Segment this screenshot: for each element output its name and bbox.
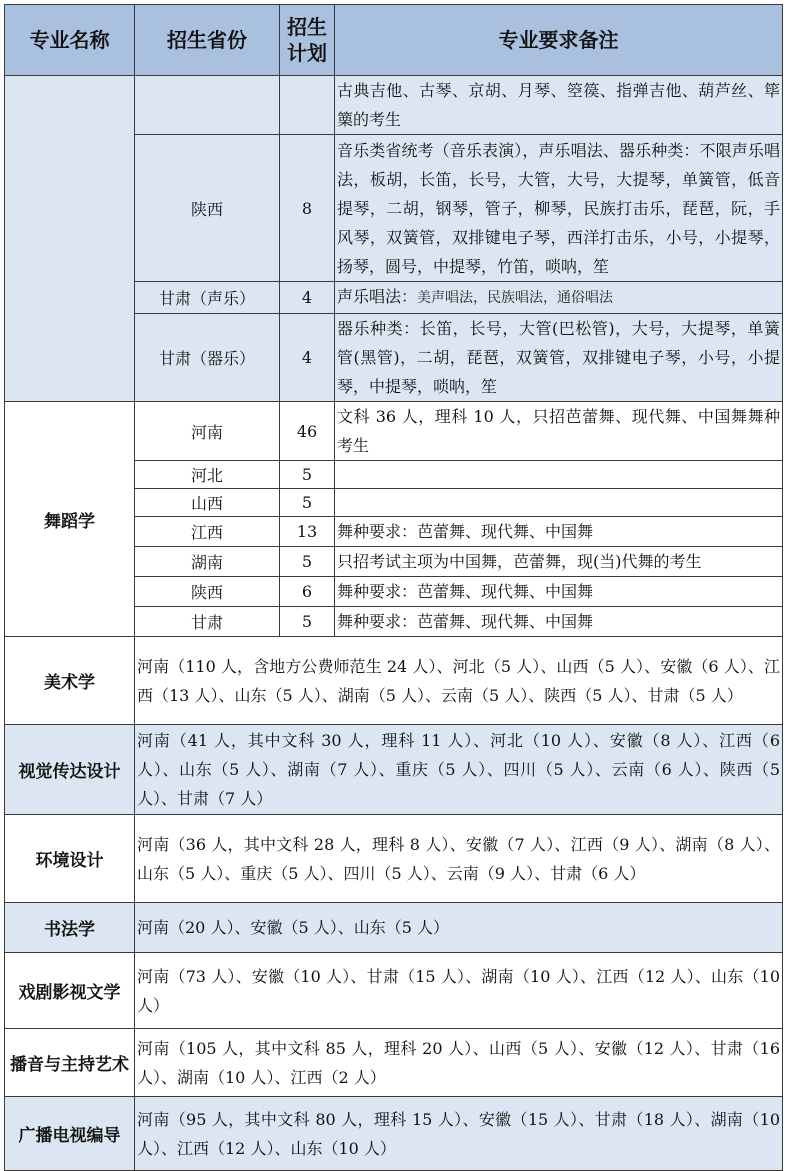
header-plan-line2: 计划 <box>287 41 327 65</box>
major-name-cell: 环境设计 <box>5 815 135 903</box>
note-cell: 古典吉他、古琴、京胡、月琴、箜篌、指弹吉他、葫芦丝、筚篥的考生 <box>335 76 783 135</box>
note-prefix: 声乐唱法： <box>337 287 418 306</box>
note-cell: 舞种要求：芭蕾舞、现代舞、中国舞 <box>335 517 783 547</box>
province-cell: 江西 <box>135 517 280 547</box>
plan-cell: 5 <box>280 607 335 637</box>
note-cell: 音乐类省统考（音乐表演），声乐唱法、器乐种类：不限声乐唱法，板胡，长笛，长号，大管，大号，大提琴，单簧管，低音提琴，二胡，钢琴，管子，柳琴，民族打击乐，琵琶，阮，手风琴，双簧管，双排键电子琴，西洋打击乐，小号，小提琴，扬琴，圆号，中提琴，竹笛，唢呐，笙 <box>335 135 783 282</box>
province-cell: 湖南 <box>135 547 280 577</box>
table-row <box>5 953 783 1029</box>
plan-cell: 8 <box>280 135 335 282</box>
province-cell: 甘肃（声乐） <box>135 282 280 314</box>
province-cell <box>135 76 280 135</box>
major-name-cell: 视觉传达设计 <box>5 725 135 815</box>
note-cell <box>335 489 783 517</box>
plan-cell: 5 <box>280 461 335 489</box>
table-row <box>5 637 783 725</box>
table-row <box>5 903 783 953</box>
note-cell <box>335 461 783 489</box>
table-row <box>5 815 783 903</box>
plan-detail-cell: 河南（41 人，其中文科 30 人，理科 11 人）、河北（10 人）、安徽（8 人）、江西（6 人）、山东（5 人）、湖南（7 人）、重庆（5 人）、四川（5 人）、云南（6 人）、陕西（5 人）、甘肃（7 人） <box>135 725 783 815</box>
table-row <box>5 402 783 461</box>
header-plan-line1: 招生 <box>287 15 327 39</box>
note-detail: 美声唱法，民族唱法，通俗唱法 <box>417 290 614 306</box>
plan-cell: 6 <box>280 577 335 607</box>
province-cell: 河南 <box>135 402 280 461</box>
note-cell: 文科 36 人，理科 10 人，只招芭蕾舞、现代舞、中国舞舞种考生 <box>335 402 783 461</box>
plan-detail-cell: 河南（95 人，其中文科 80 人，理科 15 人）、安徽（15 人）、甘肃（18 人）、湖南（10 人）、江西（12 人）、山东（10 人） <box>135 1097 783 1171</box>
header-row <box>5 5 783 76</box>
province-cell: 陕西 <box>135 135 280 282</box>
plan-cell: 5 <box>280 489 335 517</box>
province-cell: 甘肃（器乐） <box>135 314 280 402</box>
major-name-cell: 舞蹈学 <box>5 402 135 637</box>
enrollment-table <box>4 4 783 1171</box>
table-row <box>5 1097 783 1171</box>
table-row <box>5 725 783 815</box>
note-cell: 舞种要求：芭蕾舞、现代舞、中国舞 <box>335 607 783 637</box>
music-major-cell <box>5 76 135 402</box>
province-cell: 甘肃 <box>135 607 280 637</box>
note-cell: 只招考试主项为中国舞，芭蕾舞，现(当)代舞的考生 <box>335 547 783 577</box>
header-province: 招生省份 <box>135 5 280 76</box>
plan-cell: 13 <box>280 517 335 547</box>
plan-cell: 5 <box>280 547 335 577</box>
table-row <box>5 76 783 135</box>
table-row <box>5 1029 783 1097</box>
plan-detail-cell: 河南（36 人，其中文科 28 人，理科 8 人）、安徽（7 人）、江西（9 人）、湖南（8 人）、山东（5 人）、重庆（5 人）、四川（5 人）、云南（9 人）、甘肃（6 人） <box>135 815 783 903</box>
major-name-cell: 播音与主持艺术 <box>5 1029 135 1097</box>
plan-detail-cell: 河南（105 人，其中文科 85 人，理科 20 人）、山西（5 人）、安徽（12 人）、甘肃（16 人）、湖南（10 人）、江西（2 人） <box>135 1029 783 1097</box>
header-major: 专业名称 <box>5 5 135 76</box>
note-cell: 器乐种类：长笛，长号，大管(巴松管)，大号，大提琴，单簧管(黑管)，二胡，琵琶，双簧管，双排键电子琴，小号，小提琴，中提琴，唢呐，笙 <box>335 314 783 402</box>
province-cell: 陕西 <box>135 577 280 607</box>
plan-cell: 4 <box>280 314 335 402</box>
major-name-cell: 戏剧影视文学 <box>5 953 135 1029</box>
enrollment-table-container <box>4 4 782 1171</box>
plan-cell <box>280 76 335 135</box>
province-cell: 河北 <box>135 461 280 489</box>
plan-detail-cell: 河南（73 人）、安徽（10 人）、甘肃（15 人）、湖南（10 人）、江西（12 人）、山东（10 人） <box>135 953 783 1029</box>
major-name-cell: 广播电视编导 <box>5 1097 135 1171</box>
note-cell: 舞种要求：芭蕾舞、现代舞、中国舞 <box>335 577 783 607</box>
plan-cell: 4 <box>280 282 335 314</box>
province-cell: 山西 <box>135 489 280 517</box>
plan-cell: 46 <box>280 402 335 461</box>
note-cell <box>335 282 783 314</box>
header-remarks: 专业要求备注 <box>335 5 783 76</box>
major-name-cell: 书法学 <box>5 903 135 953</box>
plan-detail-cell: 河南（110 人，含地方公费师范生 24 人）、河北（5 人）、山西（5 人）、安徽（6 人）、江西（13 人）、山东（5 人）、湖南（5 人）、云南（5 人）、陕西（5 人）、甘肃（5 人） <box>135 637 783 725</box>
header-plan <box>280 5 335 76</box>
plan-detail-cell: 河南（20 人）、安徽（5 人）、山东（5 人） <box>135 903 783 953</box>
major-name-cell: 美术学 <box>5 637 135 725</box>
